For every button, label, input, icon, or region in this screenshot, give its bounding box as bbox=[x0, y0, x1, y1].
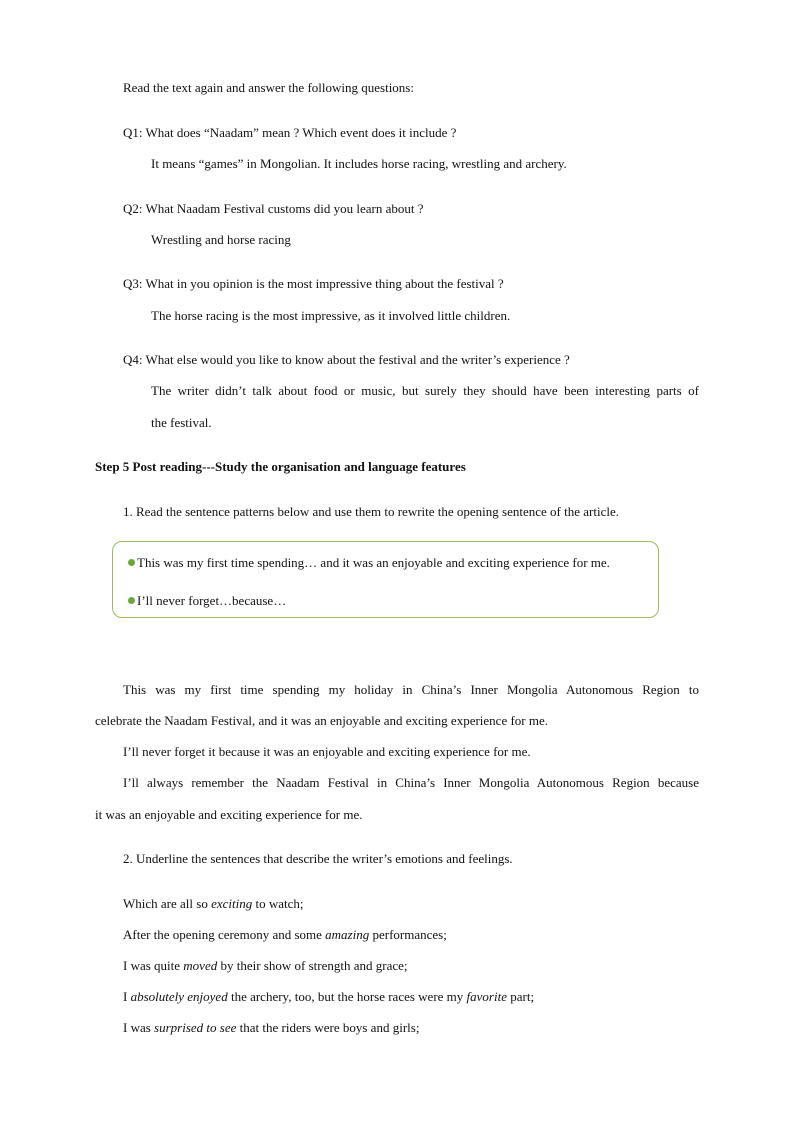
rewrite-2: I’ll never forget it because it was an enjoyable and exciting experience for me. bbox=[123, 744, 531, 759]
answer-2: Wrestling and horse racing bbox=[151, 232, 291, 247]
feeling-sentence-2: After the opening ceremony and some amazing performances; bbox=[123, 927, 447, 942]
rewrite-1-line-2: celebrate the Naadam Festival, and it was an enjoyable and exciting experience for me. bbox=[95, 713, 549, 728]
answer-3: The horse racing is the most impressive, as it involved little children. bbox=[151, 308, 511, 323]
question-2: Q2: What Naadam Festival customs did you learn about ? bbox=[123, 201, 424, 216]
pattern-item-1: This was my first time spending… and it was an enjoyable and exciting experience for me. bbox=[128, 556, 610, 569]
question-3: Q3: What in you opinion is the most impressive thing about the festival ? bbox=[123, 276, 504, 291]
answer-1: It means “games” in Mongolian. It includes horse racing, wrestling and archery. bbox=[151, 156, 567, 171]
feeling-sentence-5: I was surprised to see that the riders were boys and girls; bbox=[123, 1020, 420, 1035]
green-bullet-icon bbox=[128, 559, 135, 566]
pattern-item-2: I’ll never forget…because… bbox=[128, 594, 286, 607]
feeling-sentence-4: I absolutely enjoyed the archery, too, but the horse races were my favorite part; bbox=[123, 989, 535, 1004]
rewrite-3-line-1: I’ll always remember the Naadam Festival in China’s Inner Mongolia Autonomous Region because bbox=[123, 775, 699, 790]
intro-text: Read the text again and answer the following questions: bbox=[123, 80, 414, 95]
green-bullet-icon bbox=[128, 597, 135, 604]
answer-4-line-2: the festival. bbox=[151, 415, 212, 430]
task1-instruction: 1. Read the sentence patterns below and use them to rewrite the opening sentence of the article. bbox=[123, 504, 619, 519]
rewrite-1-line-1: This was my first time spending my holiday in China’s Inner Mongolia Autonomous Region to bbox=[123, 682, 699, 697]
question-4: Q4: What else would you like to know about the festival and the writer’s experience ? bbox=[123, 352, 570, 367]
task2-instruction: 2. Underline the sentences that describe the writer’s emotions and feelings. bbox=[123, 851, 513, 866]
feeling-sentence-3: I was quite moved by their show of strength and grace; bbox=[123, 958, 408, 973]
step5-heading: Step 5 Post reading---Study the organisation and language features bbox=[95, 459, 466, 474]
question-1: Q1: What does “Naadam” mean ? Which event does it include ? bbox=[123, 125, 457, 140]
feeling-sentence-1: Which are all so exciting to watch; bbox=[123, 896, 304, 911]
answer-4-line-1: The writer didn’t talk about food or music, but surely they should have been interesting parts of bbox=[151, 383, 699, 398]
rewrite-3-line-2: it was an enjoyable and exciting experience for me. bbox=[95, 807, 363, 822]
